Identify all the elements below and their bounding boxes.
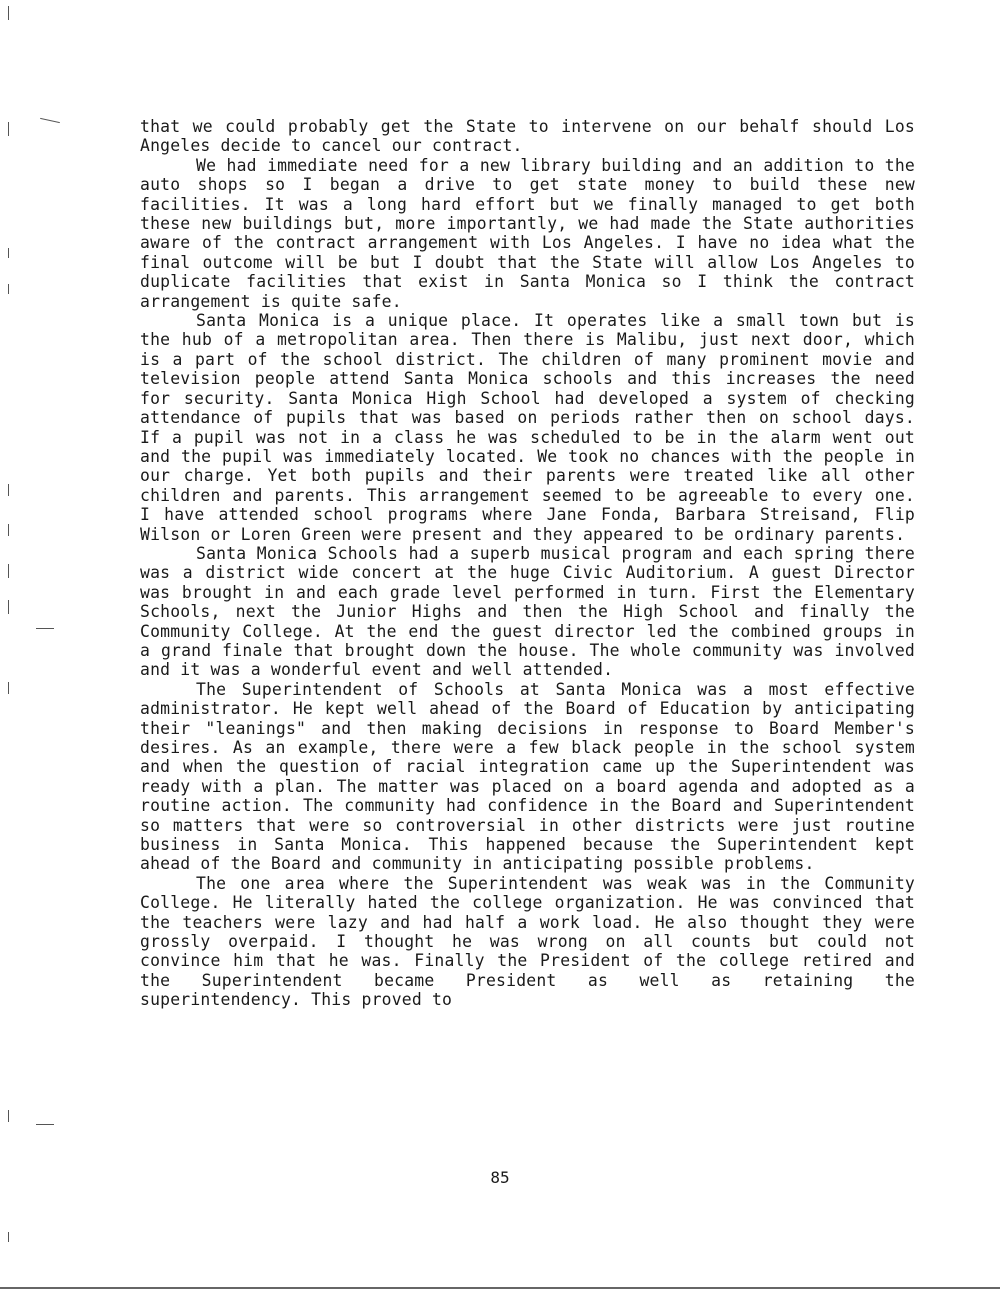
paragraph: that we could probably get the State to intervene on our behalf should Los Angeles decide to cancel our contract.	[140, 117, 915, 156]
scan-mark	[36, 1124, 54, 1125]
scan-mark	[8, 564, 9, 578]
paragraph: We had immediate need for a new library building and an addition to the auto shops so I began a drive to get state money to build these new facilities. It was a long hard effort but we finally managed to get both these new buildings but, more importantly, we had made the State authorities aware of the contract arrangement with Los Angeles. I have no idea what the final outcome will be but I doubt that the State will allow Los Angeles to duplicate facilities that exist in Santa Monica so I think the contract arrangement is quite safe.	[140, 155, 915, 311]
paragraph: The Superintendent of Schools at Santa Monica was a most effective administrator. He kept well ahead of the Board of Education by anticipating their "leanings" and then making decisions in response to Board Member's desires. As an example, there were a few black people in the school system and when the question of racial integration came up the Superintendent was ready with a plan. The matter was placed on a board agenda and adopted as a routine action. The community had confidence in the Board and Superintendent so matters that were so controversial in other districts were just routine business in Santa Monica. This happened because the Superintendent kept ahead of the Board and community in anticipating possible problems.	[140, 679, 915, 874]
scan-mark	[36, 628, 54, 629]
scan-mark	[8, 122, 9, 136]
scan-mark	[8, 6, 9, 20]
scan-mark	[8, 248, 9, 258]
scan-edge-line	[0, 1287, 1000, 1289]
paragraph: Santa Monica Schools had a superb musical program and each spring there was a district wide concert at the huge Civic Auditorium. A guest Director was brought in and each grade level performed in turn. First the Elementary Schools, next the Junior Highs and then the High School and finally the Community College. At the end the guest director led the combined groups in a grand finale that brought down the house. The whole community was involved and it was a wonderful event and well attended.	[140, 543, 915, 680]
scan-mark	[8, 600, 9, 614]
scan-mark	[8, 284, 9, 294]
scan-mark	[40, 118, 60, 123]
document-body	[140, 117, 915, 1010]
scan-mark	[8, 524, 9, 536]
scan-mark	[8, 1110, 9, 1122]
scan-mark	[8, 1232, 9, 1242]
paragraph: Santa Monica is a unique place. It operates like a small town but is the hub of a metropolitan area. Then there is Malibu, just next door, which is a part of the school district. The children of many prominent movie and television people attend Santa Monica schools and this increases the need for security. Santa Monica High School had developed a system of checking attendance of pupils that was based on periods rather then on school days. If a pupil was not in a class he was scheduled to be in the alarm went out and the pupil was immediately located. We took no chances with the people in our charge. Yet both pupils and their parents were treated like all other children and parents. This arrangement seemed to be agreeable to every one. I have attended school programs where Jane Fonda, Barbara Streisand, Flip Wilson or Loren Green were present and they appeared to be ordinary parents.	[140, 311, 915, 544]
scan-mark	[8, 484, 9, 496]
scan-mark	[8, 682, 9, 694]
paragraph: The one area where the Superintendent was weak was in the Community College. He literally hated the college organization. He was convinced that the teachers were lazy and had half a work load. He also thought they were grossly overpaid. I thought he was wrong on all counts but could not convince him that he was. Finally the President of the college retired and the Superintendent became President as well as retaining the superintendency. This proved to	[140, 873, 915, 1010]
page-number: 85	[490, 1168, 510, 1187]
